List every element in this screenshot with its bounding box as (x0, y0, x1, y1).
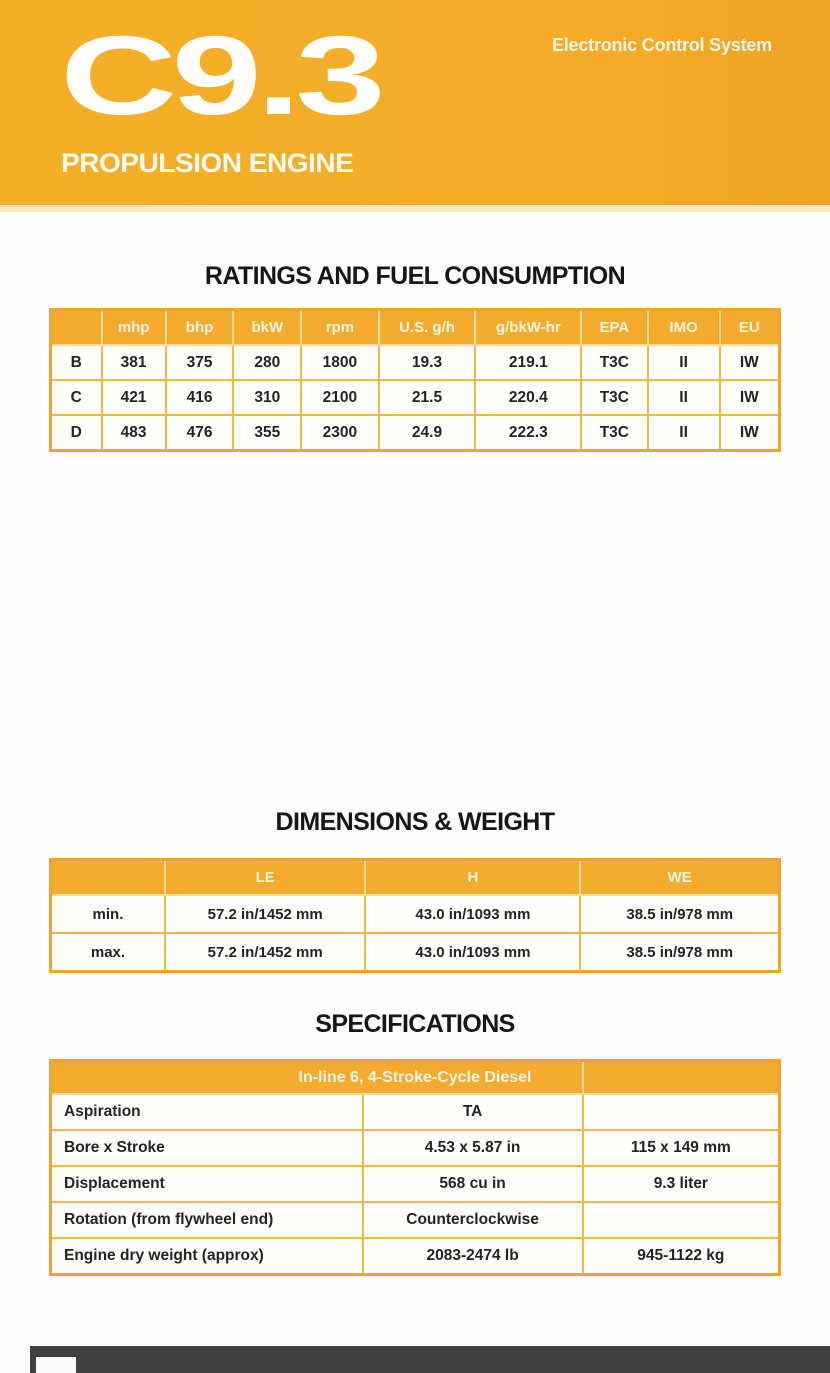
rating-value: 2100 (301, 380, 378, 415)
spec-label: Engine dry weight (approx) (51, 1238, 363, 1275)
spec-value-primary: 2083-2474 lb (363, 1238, 583, 1275)
ratings-row-b (51, 345, 780, 380)
spec-value-primary: 568 cu in (363, 1166, 583, 1202)
dims-value: 57.2 in/1452 mm (165, 895, 365, 933)
rating-value: 222.3 (475, 415, 581, 451)
spec-value-metric: 945-1122 kg (583, 1238, 780, 1275)
ratings-header-row (51, 310, 780, 346)
ratings-col-rpm: rpm (301, 310, 378, 346)
ratings-col-imo: IMO (648, 310, 720, 346)
ratings-col-bkw: bkW (233, 310, 301, 346)
rating-value: 421 (102, 380, 166, 415)
rating-value: 483 (102, 415, 166, 451)
rating-value: II (648, 345, 720, 380)
spec-value-metric (583, 1094, 780, 1130)
spec-label: Rotation (from flywheel end) (51, 1202, 363, 1238)
spec-row-aspiration (51, 1094, 780, 1130)
ratings-row-c (51, 380, 780, 415)
specs-header-row (51, 1061, 780, 1095)
engine-type-subtitle: PROPULSION ENGINE (61, 148, 354, 178)
specs-engine-config-header (51, 1061, 780, 1095)
dimensions-section-title: DIMENSIONS & WEIGHT (275, 808, 555, 836)
rating-value: 21.5 (379, 380, 476, 415)
dimensions-row-max (51, 933, 780, 972)
brand-banner (0, 0, 830, 212)
dims-value: 38.5 in/978 mm (580, 933, 779, 972)
rating-value: IW (720, 380, 780, 415)
ratings-section-title: RATINGS AND FUEL CONSUMPTION (204, 262, 626, 290)
footer-bar (30, 1346, 830, 1373)
spec-value-metric: 9.3 liter (583, 1166, 780, 1202)
dims-label: max. (51, 933, 165, 972)
ratings-col-blank (51, 310, 102, 346)
rating-value: 219.1 (475, 345, 581, 380)
spec-row-bore-stroke (51, 1130, 780, 1166)
ratings-col-usgh: U.S. g/h (379, 310, 476, 346)
rating-value: 381 (102, 345, 166, 380)
ratings-col-gbkwhr: g/bkW-hr (475, 310, 581, 346)
rating-value: IW (720, 345, 780, 380)
dimensions-header-row (51, 860, 780, 896)
rating-value: 476 (166, 415, 234, 451)
control-system-tagline: Electronic Control System (551, 35, 772, 55)
rating-value: 310 (233, 380, 301, 415)
dims-col-blank (51, 860, 165, 896)
dims-value: 43.0 in/1093 mm (365, 933, 580, 972)
ratings-col-bhp: bhp (166, 310, 234, 346)
rating-value: 19.3 (379, 345, 476, 380)
ratings-col-epa: EPA (581, 310, 647, 346)
rating-value: T3C (581, 415, 647, 451)
rating-value: 280 (233, 345, 301, 380)
rating-label: B (51, 345, 102, 380)
spec-value-metric (583, 1202, 780, 1238)
specs-engine-config-label: In-line 6, 4-Stroke-Cycle Diesel (298, 1068, 532, 1086)
spec-value-primary: 4.53 x 5.87 in (363, 1130, 583, 1166)
rating-value: IW (720, 415, 780, 451)
rating-value: 220.4 (475, 380, 581, 415)
specs-header-seam (582, 1062, 584, 1093)
rating-value: 24.9 (379, 415, 476, 451)
rating-value: II (648, 380, 720, 415)
rating-value: II (648, 415, 720, 451)
specifications-section-title: SPECIFICATIONS (315, 1010, 515, 1038)
rating-value: 375 (166, 345, 234, 380)
footer-page-tab (36, 1357, 76, 1373)
rating-value: 416 (166, 380, 234, 415)
spec-value-primary: Counterclockwise (363, 1202, 583, 1238)
rating-value: 1800 (301, 345, 378, 380)
rating-value: T3C (581, 380, 647, 415)
ratings-row-d (51, 415, 780, 451)
dims-col-h: H (365, 860, 580, 896)
rating-value: 2300 (301, 415, 378, 451)
dimensions-row-min (51, 895, 780, 933)
ratings-col-eu: EU (720, 310, 780, 346)
engine-model-title: C9.3 (60, 13, 380, 138)
spec-row-rotation (51, 1202, 780, 1238)
dims-value: 57.2 in/1452 mm (165, 933, 365, 972)
dims-col-le: LE (165, 860, 365, 896)
dims-value: 38.5 in/978 mm (580, 895, 779, 933)
dimensions-table (49, 858, 781, 973)
dims-label: min. (51, 895, 165, 933)
rating-label: D (51, 415, 102, 451)
spec-value-metric: 115 x 149 mm (583, 1130, 780, 1166)
rating-value: 355 (233, 415, 301, 451)
ratings-col-mhp: mhp (102, 310, 166, 346)
dims-col-we: WE (580, 860, 779, 896)
spec-label: Displacement (51, 1166, 363, 1202)
spec-row-displacement (51, 1166, 780, 1202)
rating-label: C (51, 380, 102, 415)
rating-value: T3C (581, 345, 647, 380)
spec-label: Bore x Stroke (51, 1130, 363, 1166)
specifications-table (49, 1059, 781, 1276)
dims-value: 43.0 in/1093 mm (365, 895, 580, 933)
spec-row-dry-weight (51, 1238, 780, 1275)
spec-value-primary: TA (363, 1094, 583, 1130)
spec-label: Aspiration (51, 1094, 363, 1130)
ratings-table (49, 308, 781, 452)
